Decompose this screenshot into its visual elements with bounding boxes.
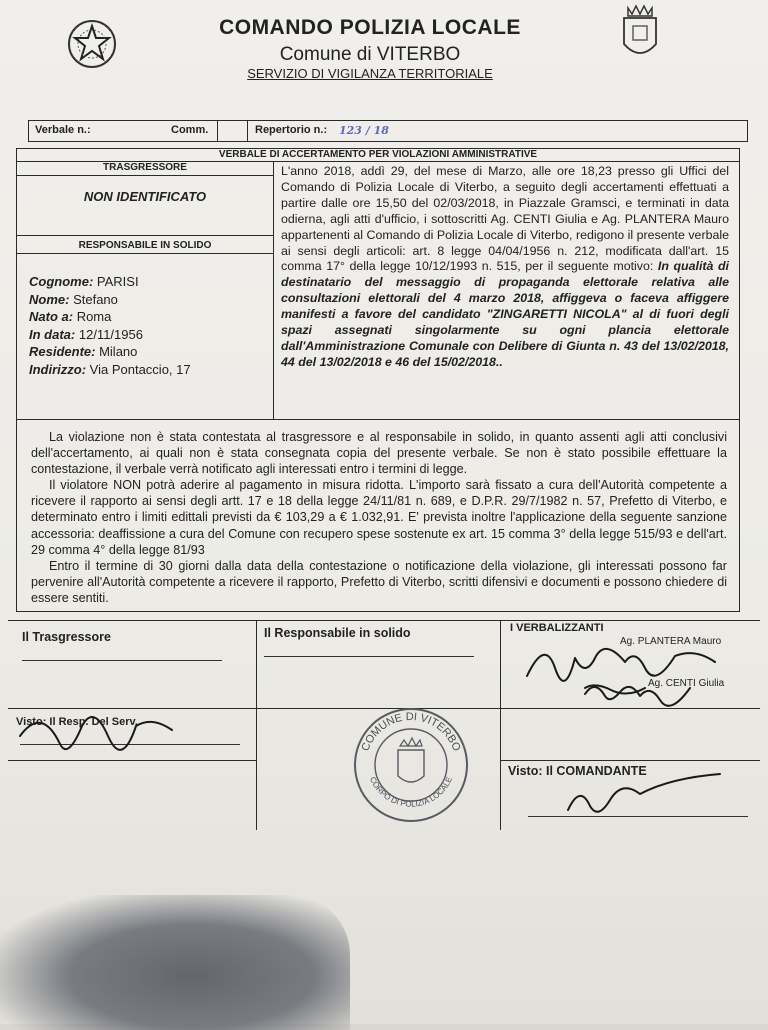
stamp-top-text: COMUNE DI VITERBO xyxy=(359,710,463,753)
repertorio-value: 123 / 18 xyxy=(339,124,389,137)
person-row-data: In data: 12/11/1956 xyxy=(29,326,143,342)
notes xyxy=(31,429,727,606)
person-row-cognome: Cognome: PARISI xyxy=(29,274,139,289)
narrative-text: L'anno 2018, addì 29, del mese di Marzo, alle ore 18,23 presso gli Uffici del Comando di Polizia Locale di Viterbo, a seguito degli accertamenti effettuati a partire dalle ore 15,50 del 02/03/2018, in Piazzale Gramsci, e terminati in data odierna, agli atti d'ufficio, i sottoscritti Ag. CENTI Giulia e Ag. PLANTERA Mauro appartenenti al Comando di Polizia Locale di Viterbo, redigono il presente verbale ai sensi degli articoli: art. 8 legge 04/04/1956 n. 212, modificata dall'art. 15 comma 17° della legge 10/12/1993 n. 515, per il seguente motivo: xyxy=(281,164,729,274)
responsabile-label: RESPONSABILE IN SOLIDO xyxy=(78,240,212,251)
person-row-nato: Nato a: Roma xyxy=(29,309,112,324)
italian-republic-emblem-icon xyxy=(66,18,118,70)
stamp-bottom-text: CORPO DI POLIZIA LOCALE xyxy=(367,775,455,809)
sig-verbalizzanti-label: I VERBALIZZANTI xyxy=(510,622,604,634)
comune-stamp-icon xyxy=(352,706,470,824)
signature-resp-serv-icon xyxy=(12,696,182,766)
header-comune: Comune di VITERBO xyxy=(279,44,461,65)
responsabile-details xyxy=(29,273,269,378)
narrative-motivo: In qualità di destinatario del messaggio di propaganda elettorale relativa alle consultazioni elettorali del 4 marzo 2018, affiggeva o faceva affiggere manifesti a favore del candidato "ZINGARETTI NICOLA" al di fuori degli spazi assegnati singolarmente su ogni plancia elettorale dall'Amministrazione Comunale con Delibere di Giunta n. 43 del 13/02/2018, 44 del 13/02/2018 e 46 del 15/02/2018.. xyxy=(281,259,729,369)
sig-visto-resp-label: Visto: Il Resp. Del Serv. xyxy=(16,716,138,728)
comm-label: Comm. xyxy=(171,124,209,136)
para-termine: Entro il termine di 30 giorni dalla data della contestazione o notificazione della violazione, gli interessati possono far pervenire all'Autorità competente a ricevere il rapporto, Prefetto di Viterbo, scritti difensivi e documenti e possono chiedere di essere sentiti. xyxy=(31,558,727,605)
verbale-label: Verbale n.: xyxy=(35,124,91,136)
viterbo-coat-of-arms-icon xyxy=(618,4,662,62)
verbale-form xyxy=(16,148,740,612)
svg-text:CORPO DI POLIZIA LOCALE xyxy=(368,775,454,808)
signature-centi-icon xyxy=(580,674,700,714)
svg-text:COMUNE DI VITERBO xyxy=(359,711,462,753)
agent-centi: Ag. CENTI Giulia xyxy=(648,678,725,689)
sig-visto-comandante-label: Visto: Il COMANDANTE xyxy=(508,764,647,778)
person-row-nome: Nome: Stefano xyxy=(29,291,118,307)
header-servizio: SERVIZIO DI VIGILANZA TERRITORIALE xyxy=(247,66,493,81)
person-row-indirizzo: Indirizzo: Via Pontaccio, 17 xyxy=(29,361,191,377)
para-contestazione: La violazione non è stata contestata al trasgressore e al responsabile in solido, in quanto assenti agli atti conclusivi dell'accertamento, ai quali non è stata consegnata copia del presente verbale. Se non è stato possibile effettuare la contestazione, il verbale verrà notificato agli interessati entro i termini di legge. xyxy=(31,430,727,477)
header-title: COMANDO POLIZIA LOCALE xyxy=(219,16,521,39)
form-heading: VERBALE DI ACCERTAMENTO PER VIOLAZIONI AMMINISTRATIVE xyxy=(218,149,538,160)
narrative xyxy=(281,164,729,371)
signature-comandante-icon xyxy=(560,764,730,824)
trasgressore-value: NON IDENTIFICATO xyxy=(83,189,207,204)
repertorio-label: Repertorio n.: xyxy=(255,124,328,136)
person-row-residente: Residente: Milano xyxy=(29,344,138,359)
agent-plantera: Ag. PLANTERA Mauro xyxy=(620,636,722,647)
sig-trasgressore-label: Il Trasgressore xyxy=(22,630,111,644)
hand-shadow xyxy=(0,895,350,1030)
para-pagamento: Il violatore NON potrà aderire al pagamento in misura ridotta. L'importo sarà fissato a cura dell'Autorità competente a ricevere il rapporto ai sensi degli artt. 17 e 18 della legge 24/11/81 n. 689, e D.P.R. 29/7/1982 n. 57, Prefetto di Viterbo, e determinato entro i limiti edittali previsti da € 103,29 a € 1.032,91. E' prevista inoltre l'applicazione della seguente sanzione accessoria: deaffissione a cura del Comune con recupero spese sostenute ex art. 15 comma 3° della legge 515/93 e dell'art. 29 comma 4° della legge 81/93 xyxy=(31,478,727,557)
trasgressore-label: TRASGRESSORE xyxy=(103,162,187,173)
verbale-number-bar xyxy=(28,120,748,142)
sig-responsabile-label: Il Responsabile in solido xyxy=(264,626,411,640)
